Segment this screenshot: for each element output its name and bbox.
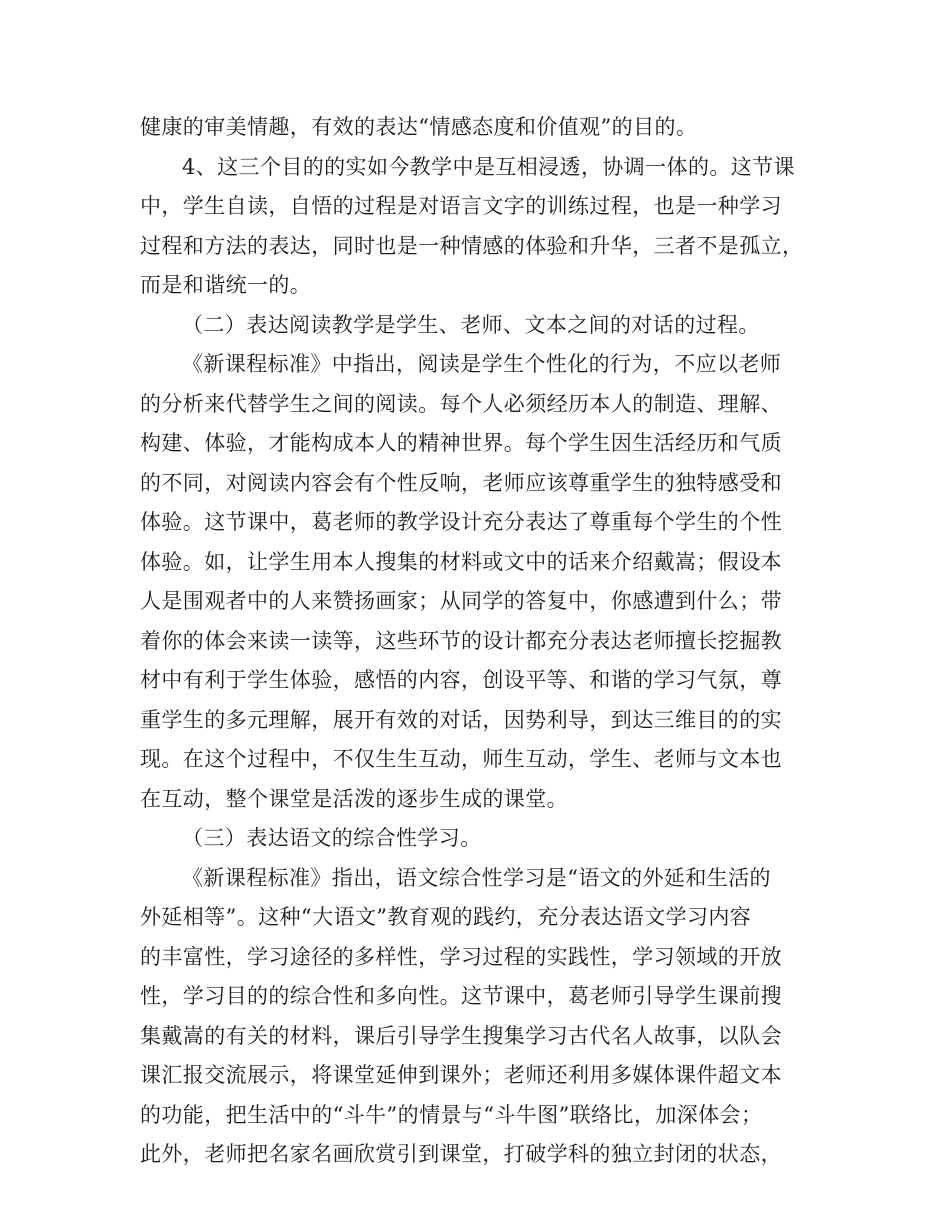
text-line: 的分析来代替学生之间的阅读。每个人必须经历本人的制造、理解、 [140,391,782,416]
text-line: 外延相等”。这种“大语文”教育观的践约，充分表达语文学习内容 [140,905,752,929]
text-line: 着你的体会来读一读等，这些环节的设计都充分表达老师擅长挖掘教 [140,628,782,653]
text-line: 重学生的多元理解，展开有效的对话，因势利导，到达三维目的的实 [140,707,782,732]
text-line: 体验。这节课中，葛老师的教学设计充分表达了尊重每个学生的个性 [140,510,782,534]
text-line: 课汇报交流展示，将课堂延伸到课外；老师还利用多媒体课件超文本 [140,1063,782,1087]
text-line: 的功能，把生活中的“斗牛”的情景与“斗牛图”联络比，加深体会； [140,1102,763,1127]
text-line: 4、这三个目的的实如今教学中是互相浸透，协调一体的。这节课 [182,154,795,179]
text-line: 性，学习目的的综合性和多向性。这节课中，葛老师引导学生课前搜 [140,984,782,1008]
text-line: 而是和谐统一的。 [140,273,312,297]
section-heading: （二）表达阅读教学是学生、老师、文本之间的对话的过程。 [182,312,760,337]
text-line: 过程和方法的表达，同时也是一种情感的体验和升华，三者不是孤立， [140,233,804,258]
text-line: 材中有利于学生体验，感悟的内容，创设平等、和谐的学习气氛，尊 [140,668,782,692]
text-line: 的不同，对阅读内容会有个性反响，老师应该尊重学生的独特感受和 [140,470,782,495]
text-line: 《新课程标准》指出，语文综合性学习是“语文的外延和生活的 [182,865,771,890]
text-line: 集戴嵩的有关的材料，课后引导学生搜集学习古代名人故事，以队会 [140,1023,782,1048]
text-line: 在互动，整个课堂是活泼的逐步生成的课堂。 [140,786,568,811]
text-line: 体验。如，让学生用本人搜集的材料或文中的话来介绍戴嵩；假设本 [140,549,782,574]
section-heading: （三）表达语文的综合性学习。 [182,826,482,850]
text-line: 的丰富性，学习途径的多样性，学习过程的实践性，学习领域的开放 [140,944,782,969]
text-line: 健康的审美情趣，有效的表达“情感态度和价值观”的目的。 [140,115,698,139]
text-line: 构建、体验，才能构成本人的精神世界。每个学生因生活经历和气质 [140,431,782,455]
text-line: 人是围观者中的人来赞扬画家；从同学的答复中，你感遭到什么；带 [140,589,782,613]
text-line: 此外，老师把名家名画欣赏引到课堂，打破学科的独立封闭的状态， [140,1142,782,1166]
text-line: 《新课程标准》中指出，阅读是学生个性化的行为，不应以老师 [182,352,782,376]
document-body [140,108,812,1175]
text-line: 现。在这个过程中，不仅生生互动，师生互动，学生、老师与文本也 [140,747,782,771]
text-line: 中，学生自读，自悟的过程是对语言文字的训练过程，也是一种学习 [140,194,782,218]
